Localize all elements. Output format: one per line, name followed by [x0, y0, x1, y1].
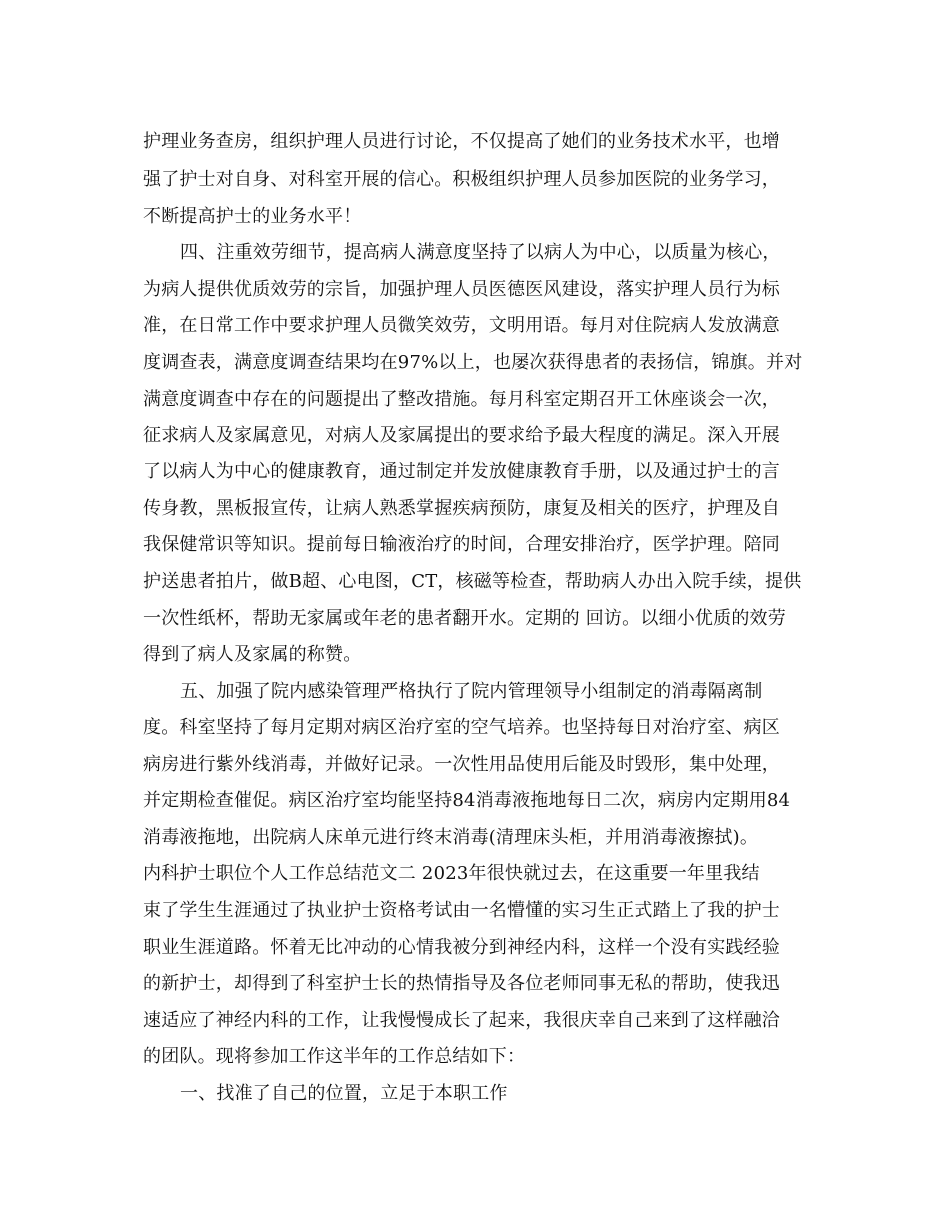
section-heading-five: 五、加强了院内感染管理严格执行了院内管理领导小组制定的消毒隔离制 — [180, 681, 763, 702]
text-line: 为病人提供优质效劳的宗旨，加强护理人员医德医风建设，落实护理人员行为标 — [143, 279, 780, 300]
text-line: 的新护士，却得到了科室护士长的热情指导及各位老师同事无私的帮助，使我迅 — [143, 973, 780, 994]
text-line: 了以病人为中心的健康教育，通过制定并发放健康教育手册，以及通过护士的言 — [143, 461, 780, 482]
text-line: 并定期检查催促。病区治疗室均能坚持84消毒液拖地每日二次，病房内定期用84 — [143, 790, 791, 811]
text-line: 职业生涯道路。怀着无比冲动的心情我被分到神经内科，这样一个没有实践经验 — [143, 937, 780, 958]
text-line: 一次性纸杯，帮助无家属或年老的患者翻开水。定期的 回访。以细小优质的效劳 — [143, 608, 786, 629]
article-title-two: 内科护士职位个人工作总结范文二 2023年很快就过去，在这重要一年里我结 — [143, 863, 760, 884]
section-heading-one: 一、找准了自己的位置，立足于本职工作 — [180, 1083, 508, 1104]
text-line: 传身教，黑板报宣传，让病人熟悉掌握疾病预防，康复及相关的医疗，护理及自 — [143, 498, 780, 519]
text-line: 病房进行紫外线消毒，并做好记录。一次性用品使用后能及时毁形，集中处理， — [143, 754, 780, 775]
text-line: 速适应了神经内科的工作，让我慢慢成长了起来，我很庆幸自己来到了这样融洽 — [143, 1010, 780, 1031]
text-line: 度。科室坚持了每月定期对病区治疗室的空气培养。也坚持每日对治疗室、病区 — [143, 717, 780, 738]
text-line: 消毒液拖地，出院病人床单元进行终末消毒(清理床头柜，并用消毒液擦拭)。 — [143, 827, 759, 848]
text-line: 强了护士对自身、对科室开展的信心。积极组织护理人员参加医院的业务学习， — [143, 169, 780, 190]
text-line: 征求病人及家属意见，对病人及家属提出的要求给予最大程度的满足。深入开展 — [143, 425, 780, 446]
text-line: 得到了病人及家属的称赞。 — [143, 644, 362, 665]
text-line: 护理业务查房，组织护理人员进行讨论，不仅提高了她们的业务技术水平，也增 — [143, 131, 780, 152]
text-line: 我保健常识等知识。提前每日输液治疗的时间，合理安排治疗，医学护理。陪同 — [143, 534, 780, 555]
text-line: 的团队。现将参加工作这半年的工作总结如下： — [143, 1046, 526, 1067]
text-line: 满意度调查中存在的问题提出了整改措施。每月科室定期召开工休座谈会一次， — [143, 389, 780, 410]
text-line: 束了学生生涯通过了执业护士资格考试由一名懵懂的实习生正式踏上了我的护士 — [143, 900, 780, 921]
text-line: 不断提高护士的业务水平！ — [143, 206, 362, 227]
text-line: 准，在日常工作中要求护理人员微笑效劳，文明用语。每月对住院病人发放满意 — [143, 315, 780, 336]
section-heading-four: 四、注重效劳细节，提高病人满意度坚持了以病人为中心，以质量为核心， — [180, 242, 781, 263]
text-line: 度调查表，满意度调查结果均在97%以上，也屡次获得患者的表扬信，锦旗。并对 — [143, 352, 803, 373]
text-line: 护送患者拍片，做B超、心电图，CT，核磁等检查，帮助病人办出入院手续，提供 — [143, 571, 802, 592]
